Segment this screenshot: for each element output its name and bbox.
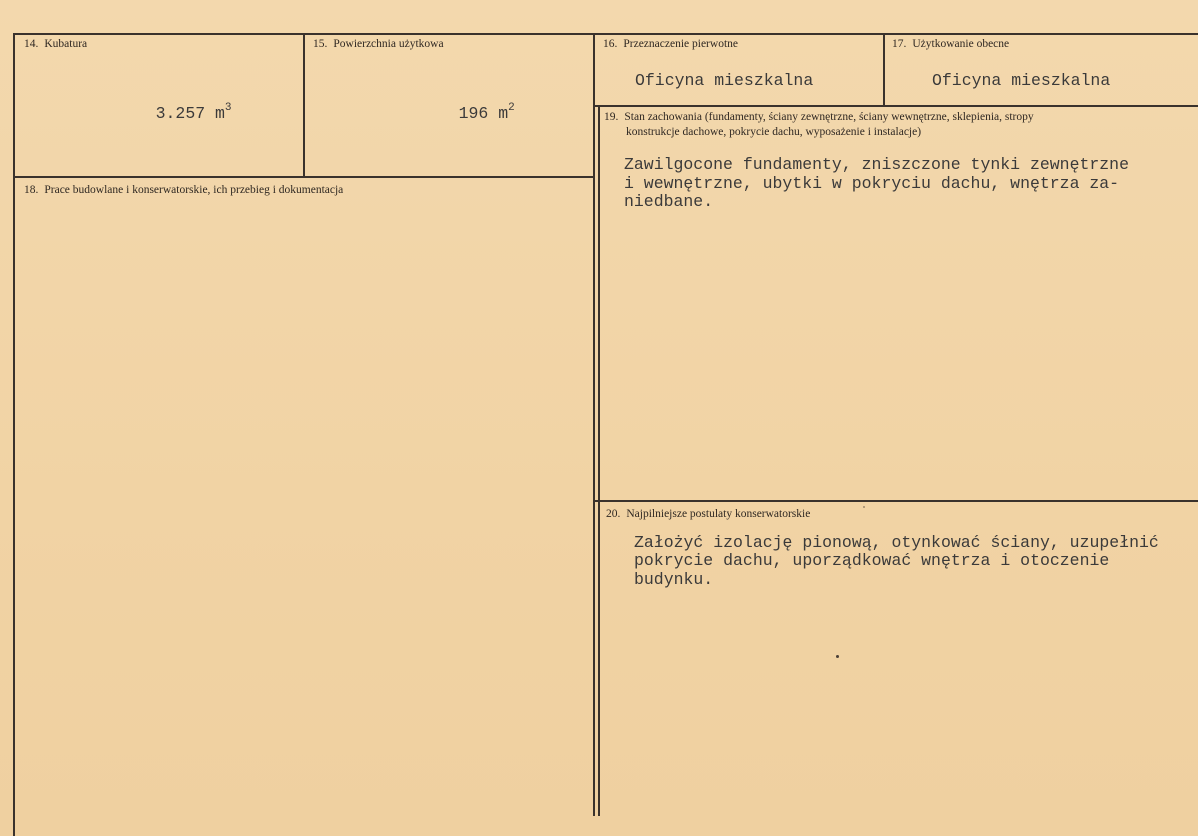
field-19-line-1: Zawilgocone fundamenty, zniszczone tynki zewnętrzne [624, 155, 1129, 174]
paper-speck [836, 655, 839, 658]
paper-speck [863, 506, 865, 508]
field-18-label: 18. Prace budowlane i konserwatorskie, ich przebieg i dokumentacja [24, 184, 344, 196]
field-19-label: 19. Stan zachowania (fundamenty, ściany zewnętrzne, ściany wewnętrzne, sklepienia, stropy [604, 111, 1034, 123]
field-20-line-3: budynku. [634, 570, 714, 589]
divider-16-17 [883, 34, 885, 106]
field-19-label-continued: konstrukcje dachowe, pokrycie dachu, wyposażenie i instalacje) [626, 126, 922, 138]
divider-16-19 [594, 105, 1198, 107]
field-20-line-1: Założyć izolację pionową, otynkować ściany, uzupełnić [634, 533, 1159, 552]
field-17-label: 17. Użytkowanie obecne [892, 38, 1010, 50]
field-14-value: 3.257 $m^3$ [155, 102, 232, 123]
divider-main-vertical [593, 34, 595, 816]
field-14-label: 14. Kubatura [24, 38, 88, 50]
field-20-label: 20. Najpilniejsze postulaty konserwatorskie [606, 508, 811, 520]
top-border [14, 33, 1198, 35]
field-15-label: 15. Powierzchnia użytkowa [313, 38, 444, 50]
left-border [13, 33, 15, 836]
field-20-line-2: pokrycie dachu, uporządkować wnętrza i otoczenie [634, 551, 1110, 570]
field-16-label: 16. Przeznaczenie pierwotne [603, 38, 738, 50]
field-15-value: 196 $m^2$ [458, 102, 515, 123]
field-16-value: Oficyna mieszkalna [635, 71, 814, 90]
divider-19-20 [594, 500, 1198, 502]
field-17-value: Oficyna mieszkalna [932, 71, 1111, 90]
divider-left-horizontal [14, 176, 594, 178]
field-19-line-3: niedbane. [624, 192, 714, 211]
field-19-line-2: i wewnętrzne, ubytki w pokryciu dachu, wnętrza za- [624, 174, 1120, 193]
divider-14-15 [303, 34, 305, 176]
right-column-border [598, 106, 600, 816]
